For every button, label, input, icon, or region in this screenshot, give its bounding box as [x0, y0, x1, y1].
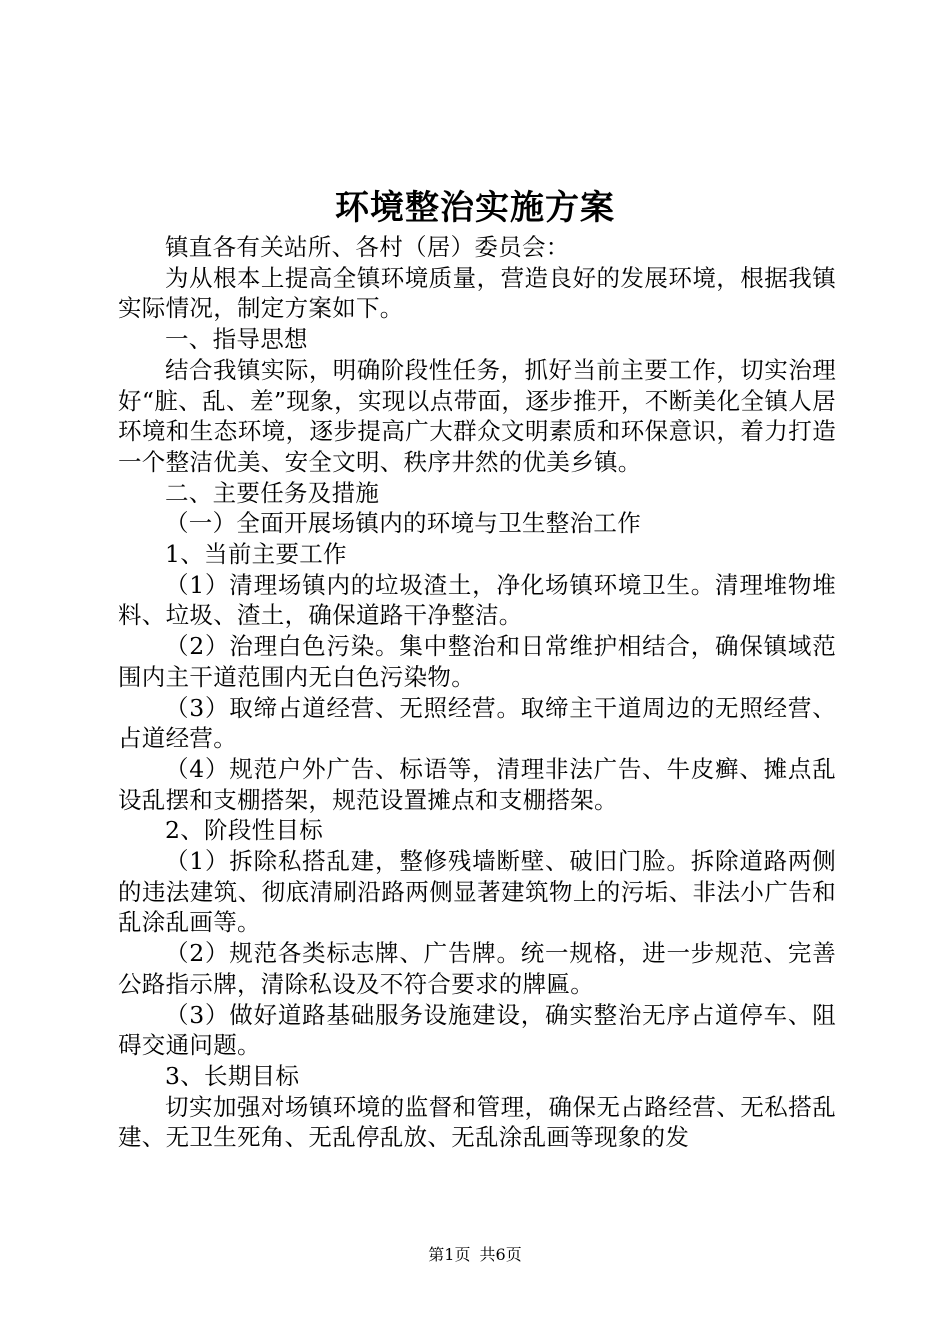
page-number: 第1页	[428, 1245, 471, 1264]
paragraph: 结合我镇实际，明确阶段性任务，抓好当前主要工作，切实治理好“脏、乱、差”现象，实现以点带面，逐步推开，不断美化全镇人居环境和生态环境，逐步提高广大群众文明素质和环保意识，着力打造一个整洁优美、安全文明、秩序井然的优美乡镇。	[118, 355, 836, 476]
paragraph: （3）取缔占道经营、无照经营。取缔主干道周边的无照经营、占道经营。	[118, 693, 836, 753]
page-total: 共6页	[479, 1245, 522, 1264]
page-footer	[0, 1244, 950, 1266]
document-body	[118, 232, 836, 1153]
paragraph: （2）规范各类标志牌、广告牌。统一规格，进一步规范、完善公路指示牌，清除私设及不符合要求的牌匾。	[118, 939, 836, 998]
paragraph: （2）治理白色污染。集中整治和日常维护相结合，确保镇域范围内主干道范围内无白色污染物。	[118, 632, 836, 691]
item-heading: 2、阶段性目标	[165, 816, 324, 845]
paragraph: （1）拆除私搭乱建，整修残墙断壁、破旧门脸。拆除道路两侧的违法建筑、彻底清刷沿路两侧显著建筑物上的污垢、非法小广告和乱涂乱画等。	[118, 847, 836, 937]
document-title: 环境整治实施方案	[335, 188, 615, 228]
subsection-heading: （一）全面开展场镇内的环境与卫生整治工作	[165, 509, 641, 538]
section-heading: 二、主要任务及措施	[165, 478, 380, 507]
item-heading: 1、当前主要工作	[165, 540, 347, 569]
section-heading: 一、指导思想	[165, 325, 308, 354]
paragraph: 为从根本上提高全镇环境质量，营造良好的发展环境，根据我镇实际情况，制定方案如下。	[118, 263, 836, 323]
paragraph: （4）规范户外广告、标语等，清理非法广告、牛皮癣、摊点乱设乱摆和支棚搭架，规范设置摊点和支棚搭架。	[118, 754, 836, 814]
paragraph: （1）清理场镇内的垃圾渣土，净化场镇环境卫生。清理堆物堆料、垃圾、渣土，确保道路干净整洁。	[118, 570, 836, 630]
paragraph: 切实加强对场镇环境的监督和管理，确保无占路经营、无私搭乱建、无卫生死角、无乱停乱放、无乱涂乱画等现象的发	[118, 1092, 836, 1152]
paragraph: （3）做好道路基础服务设施建设，确实整治无序占道停车、阻碍交通问题。	[118, 1000, 836, 1060]
salutation: 镇直各有关站所、各村（居）委员会：	[165, 233, 570, 261]
item-heading: 3、长期目标	[165, 1061, 300, 1090]
